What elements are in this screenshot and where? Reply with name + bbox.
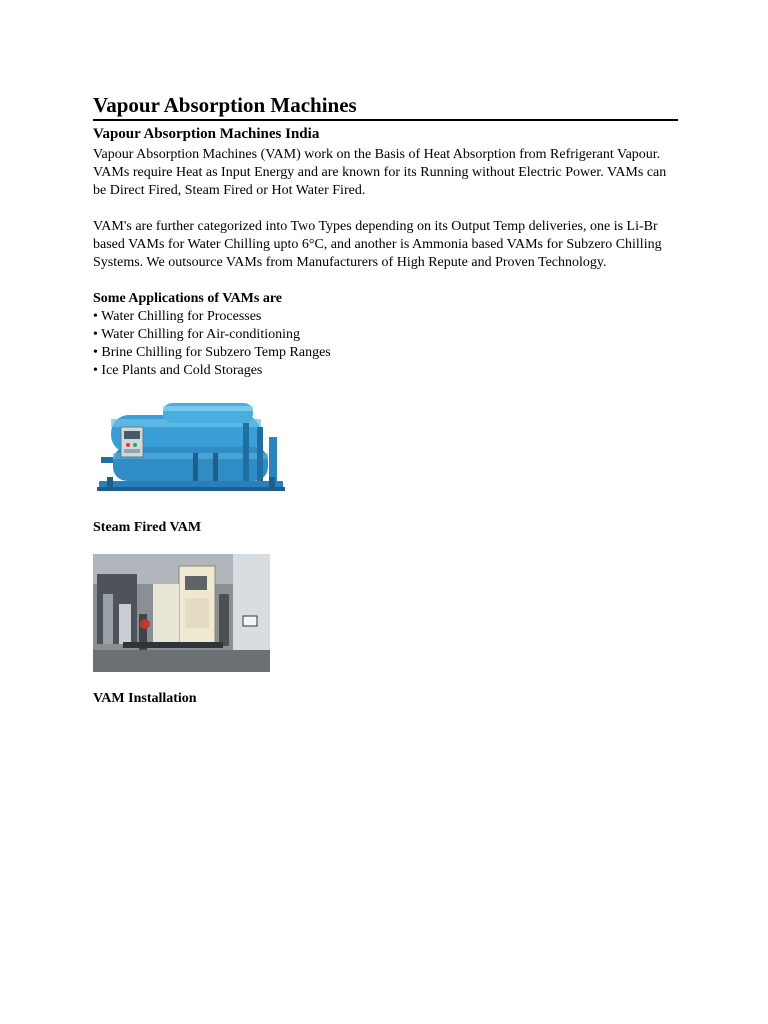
page-title: Vapour Absorption Machines: [93, 92, 678, 121]
page-subtitle: Vapour Absorption Machines India: [93, 126, 320, 142]
figure-caption-steam-fired: Steam Fired VAM: [93, 520, 202, 535]
applications-list: [93, 308, 678, 380]
list-item: • Ice Plants and Cold Storages: [93, 363, 263, 378]
types-paragraph: VAM's are further categorized into Two Types depending on its Output Temp deliveries, one is Li-Br based VAMs for Water Chilling upto 6°C, and another is Ammonia based VAMs for Subzero Chilling Systems. We outsource VAMs from Manufacturers of High Repute and Proven Technology.: [93, 219, 662, 270]
figure-caption-installation: VAM Installation: [93, 691, 197, 706]
steam-fired-vam-image: [93, 397, 287, 501]
list-item: • Water Chilling for Air-conditioning: [93, 327, 300, 342]
list-item: • Water Chilling for Processes: [93, 309, 262, 324]
intro-paragraph: Vapour Absorption Machines (VAM) work on the Basis of Heat Absorption from Refrigerant Vapour. VAMs require Heat as Input Energy and are known for its Running without Electric Power. VAMs can be Direct Fired, Steam Fired or Hot Water Fired.: [93, 147, 667, 198]
list-item: • Brine Chilling for Subzero Temp Ranges: [93, 345, 331, 360]
document-page: [93, 92, 678, 708]
vam-installation-image: [93, 554, 270, 672]
applications-title: Some Applications of VAMs are: [93, 291, 283, 306]
